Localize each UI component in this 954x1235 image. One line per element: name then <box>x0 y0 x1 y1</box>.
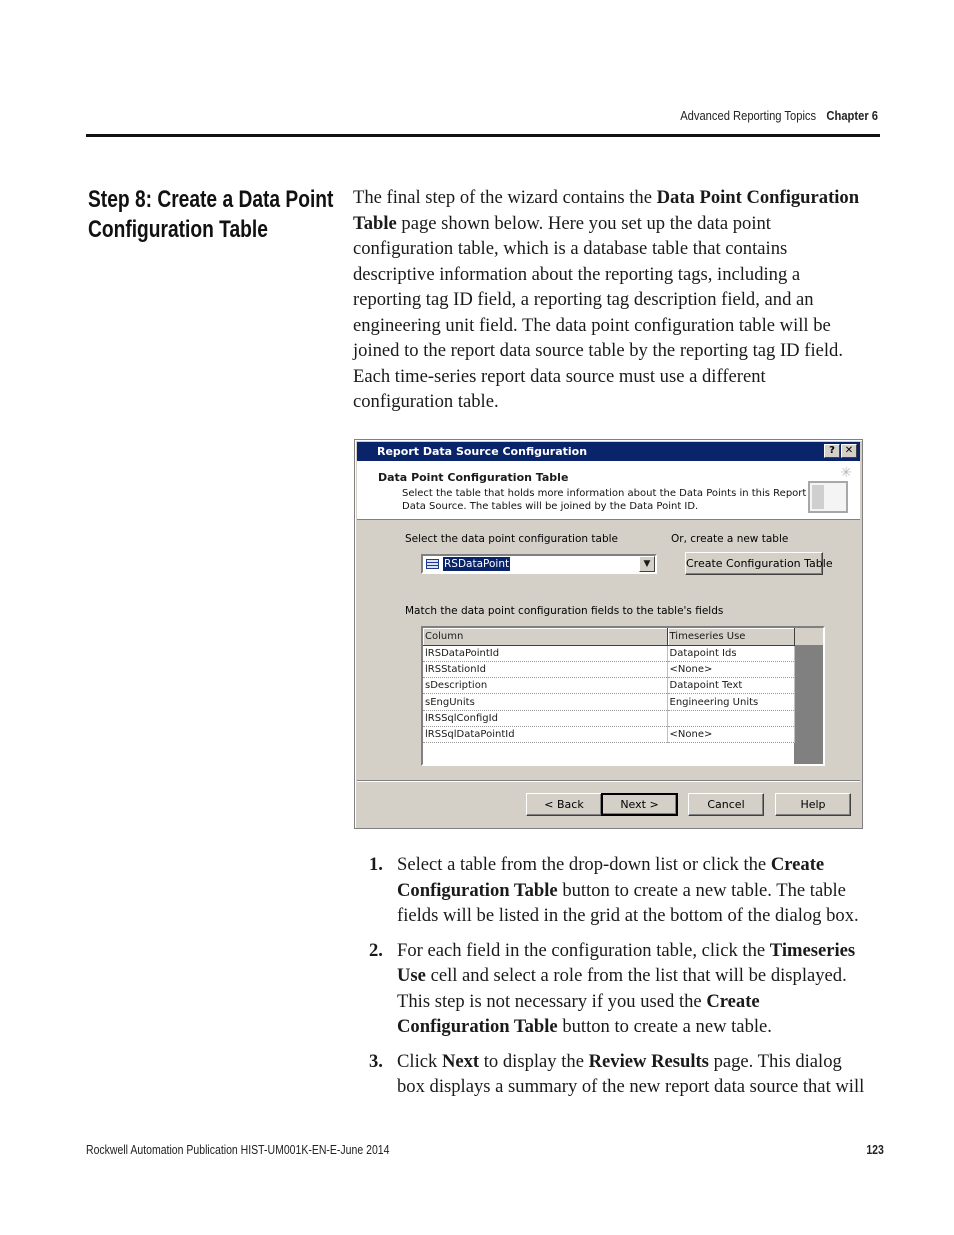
step-number: 1. <box>369 854 383 875</box>
steps-list <box>353 852 883 1109</box>
step-bold: Create <box>770 854 825 875</box>
step-3 <box>353 1049 883 1100</box>
intro-text: engineering unit field. The data point configuration table will be <box>353 314 831 336</box>
step-text: For each field in the configuration table, click the <box>397 939 770 961</box>
step-bold: Configuration Table <box>397 879 558 901</box>
header-rule <box>86 134 880 137</box>
step-number: 3. <box>369 1050 383 1072</box>
intro-text: reporting tag ID field, a reporting tag description field, and an <box>353 289 814 310</box>
sparkle-icon: ✳ <box>840 465 852 481</box>
table-icon <box>426 559 439 569</box>
wizard-header-panel <box>357 461 860 520</box>
step-bold: Timeseries <box>769 939 856 961</box>
timeseries-use-cell[interactable] <box>667 710 794 726</box>
step-bold: Use <box>397 965 426 986</box>
column-cell[interactable]: lRSStationId <box>423 661 667 677</box>
field-mapping-grid <box>421 626 825 766</box>
section-heading <box>88 185 334 245</box>
column-cell[interactable]: sDescription <box>423 678 667 694</box>
table-row <box>423 694 794 710</box>
panel-description <box>402 487 806 513</box>
column-cell[interactable]: lRSDataPointId <box>423 645 667 661</box>
wizard-icon <box>808 481 848 513</box>
panel-desc-line: Data Source. The tables will be joined by the Data Point ID. <box>402 501 699 512</box>
panel-title: Data Point Configuration Table <box>378 471 569 484</box>
heading-line-1: Step 8: Create a Data Point <box>88 186 334 213</box>
close-title-button[interactable]: ✕ <box>841 444 857 458</box>
step-bold: Next <box>441 1050 480 1072</box>
step-bold: Create <box>706 990 760 1012</box>
dialog-title: Report Data Source Configuration <box>377 445 588 458</box>
timeseries-use-cell[interactable]: <None> <box>667 661 794 677</box>
intro-bold: Data Point Configuration <box>656 187 860 208</box>
step-bold: Configuration Table <box>397 1016 558 1037</box>
config-table-select[interactable] <box>421 554 657 574</box>
footer-separator <box>357 780 860 782</box>
table-row <box>423 726 794 742</box>
column-cell[interactable]: lRSSqlDataPointId <box>423 726 667 742</box>
panel-desc-line: Select the table that holds more information about the Data Points in this Report <box>402 488 807 499</box>
intro-text: Each time-series report data source must use a different <box>353 365 766 387</box>
table-row <box>423 710 794 726</box>
heading-line-2: Configuration Table <box>88 216 268 243</box>
intro-bold: Table <box>353 212 397 234</box>
step-text: button to create a new table. The table <box>557 879 846 901</box>
intro-text: joined to the report data source table by the reporting tag ID field. <box>353 340 843 361</box>
intro-text: page shown below. Here you set up the data point <box>396 212 771 234</box>
step-text: to display the <box>479 1050 589 1072</box>
table-row <box>423 678 794 694</box>
column-cell[interactable]: sEngUnits <box>423 694 667 710</box>
step-text: button to create a new table. <box>557 1016 772 1037</box>
timeseries-use-header[interactable]: Timeseries Use <box>667 628 794 645</box>
mapping-table <box>423 628 795 743</box>
timeseries-use-cell[interactable]: Datapoint Text <box>667 678 794 694</box>
report-data-source-dialog <box>354 439 863 829</box>
step-number: 2. <box>369 939 383 961</box>
table-row <box>423 661 794 677</box>
intro-text: descriptive information about the reporting tags, including a <box>353 263 801 285</box>
step-text: cell and select a role from the list that will be displayed. <box>425 965 847 986</box>
intro-text: The final step of the wizard contains the <box>353 187 657 208</box>
publication-footer: Rockwell Automation Publication HIST-UM001K-EN-E-June 2014 <box>86 1143 390 1157</box>
selected-table: RSDataPoint <box>444 558 510 570</box>
create-table-label: Or, create a new table <box>671 533 789 545</box>
match-fields-label: Match the data point configuration fields to the table's fields <box>405 605 724 617</box>
step-2 <box>353 938 883 1040</box>
intro-text: configuration table, which is a database table that contains <box>353 238 788 259</box>
select-table-label: Select the data point configuration table <box>405 533 618 545</box>
chevron-down-icon[interactable]: ▼ <box>639 556 655 572</box>
step-text: fields will be listed in the grid at the bottom of the dialog box. <box>397 905 859 926</box>
column-cell[interactable]: lRSSqlConfigId <box>423 710 667 726</box>
cancel-button[interactable]: Cancel <box>688 793 764 816</box>
step-text: box displays a summary of the new report data source that will <box>397 1076 865 1097</box>
next-button[interactable]: Next > <box>601 793 678 816</box>
step-text: Select a table from the drop-down list or click the <box>397 854 771 875</box>
step-text: page. This dialog <box>708 1050 842 1072</box>
intro-text: configuration table. <box>353 391 499 412</box>
help-button[interactable]: Help <box>775 793 851 816</box>
section-name: Advanced Reporting Topics <box>680 108 817 123</box>
step-1 <box>353 852 883 929</box>
running-header <box>680 108 878 123</box>
step-bold: Review Results <box>588 1050 709 1072</box>
help-title-button[interactable]: ? <box>824 444 840 458</box>
column-header[interactable]: Column <box>423 628 667 645</box>
table-row <box>423 645 794 661</box>
timeseries-use-cell[interactable]: Engineering Units <box>667 694 794 710</box>
page-number: 123 <box>866 1143 884 1157</box>
timeseries-use-cell[interactable]: Datapoint Ids <box>667 645 794 661</box>
step-text: This step is not necessary if you used the <box>397 990 707 1012</box>
create-configuration-table-button[interactable]: Create Configuration Table <box>685 552 823 575</box>
timeseries-use-cell[interactable]: <None> <box>667 726 794 742</box>
back-button[interactable]: < Back <box>526 793 602 816</box>
chapter-label: Chapter 6 <box>826 108 878 123</box>
dialog-titlebar <box>357 442 860 461</box>
intro-paragraph <box>353 185 883 415</box>
step-text: Click <box>397 1050 442 1072</box>
